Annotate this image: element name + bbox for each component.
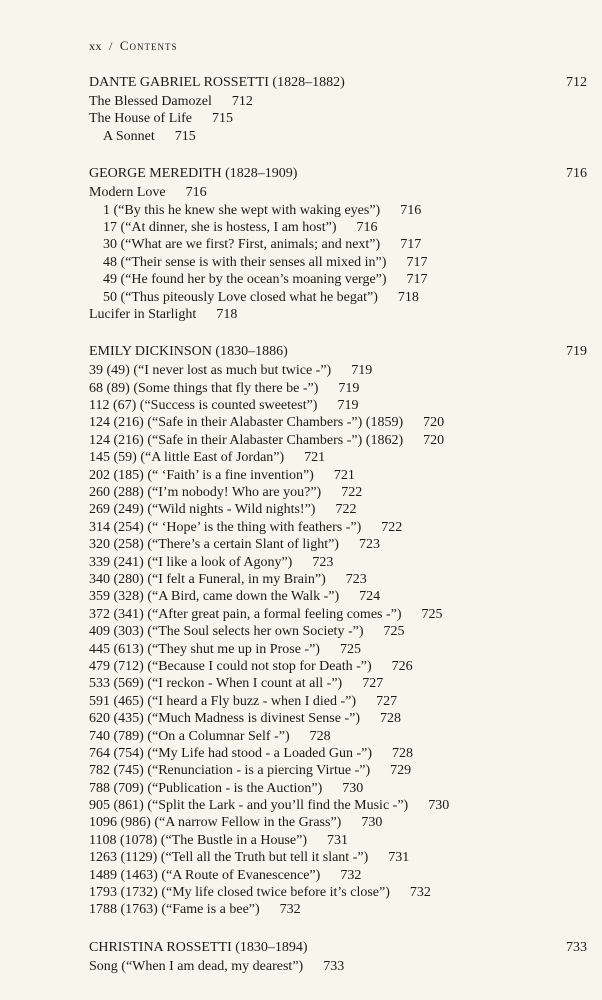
toc-entry: [89, 501, 587, 518]
entry-page-number: 722: [381, 519, 403, 535]
toc-section: [89, 164, 587, 323]
entry-title: 112 (67) (“Success is counted sweetest”): [89, 398, 318, 414]
author-name: EMILY DICKINSON (1830–1886): [89, 344, 288, 360]
toc-entry: [89, 219, 587, 236]
toc-entry: [89, 901, 587, 918]
toc-entry: [89, 380, 587, 397]
author-heading: [89, 342, 587, 362]
entry-title: 49 (“He found her by the ocean’s moaning verge”): [103, 272, 387, 288]
toc-entry: [89, 184, 587, 201]
toc-entry: [89, 641, 587, 658]
entry-page-number: 728: [392, 745, 414, 761]
toc-entry: [89, 397, 587, 414]
entry-page-number: 725: [383, 624, 405, 640]
entry-title: 48 (“Their sense is with their senses all mixed in”): [103, 254, 387, 270]
entry-page-number: 719: [351, 363, 373, 379]
entry-page-number: 727: [362, 676, 384, 692]
entry-title: 372 (341) (“After great pain, a formal feeling comes -”): [89, 606, 402, 622]
toc-entry: [89, 93, 587, 110]
entry-title: 1263 (1129) (“Tell all the Truth but tell it slant -”): [89, 850, 369, 866]
toc-entry: [89, 797, 587, 814]
author-page-number: 716: [566, 166, 587, 182]
entry-page-number: 716: [185, 185, 207, 201]
entry-title: Lucifer in Starlight: [89, 306, 197, 322]
entry-page-number: 717: [406, 254, 428, 270]
entry-title: 479 (712) (“Because I could not stop for Death -”): [89, 658, 372, 674]
toc-entry: [89, 849, 587, 866]
entry-page-number: 723: [345, 571, 367, 587]
author-name: GEORGE MEREDITH (1828–1909): [89, 166, 298, 182]
toc-entry: [89, 519, 587, 536]
entry-page-number: 718: [397, 289, 419, 305]
entry-title: 788 (709) (“Publication - is the Auction”): [89, 780, 323, 796]
entry-page-number: 715: [174, 128, 196, 144]
entry-title: 359 (328) (“A Bird, came down the Walk -”): [89, 589, 340, 605]
entry-page-number: 733: [323, 958, 345, 974]
toc-section: [89, 73, 587, 145]
entry-title: 533 (569) (“I reckon - When I count at all -”): [89, 676, 343, 692]
toc-entry: [89, 571, 587, 588]
toc-entry: [89, 832, 587, 849]
author-name: CHRISTINA ROSSETTI (1830–1894): [89, 939, 308, 955]
entry-title: Song (“When I am dead, my dearest”): [89, 958, 304, 974]
entry-title: 764 (754) (“My Life had stood - a Loaded Gun -”): [89, 745, 373, 761]
entry-title: 30 (“What are we first? First, animals; and next”): [103, 237, 381, 253]
entry-title: The Blessed Damozel: [89, 94, 212, 109]
author-page-number: 719: [566, 344, 587, 360]
author-heading: [89, 73, 587, 93]
entry-page-number: 716: [356, 219, 378, 235]
author-name: DANTE GABRIEL ROSSETTI (1828–1882): [89, 75, 345, 90]
author-heading: [89, 164, 587, 184]
toc-entry: [89, 762, 587, 779]
toc-entry: [89, 606, 587, 623]
entry-title: 1788 (1763) (“Fame is a bee”): [89, 902, 260, 918]
running-head-separator: /: [109, 39, 113, 53]
running-head-title: Contents: [119, 38, 178, 53]
entry-page-number: 721: [333, 467, 355, 483]
entry-title: 340 (280) (“I felt a Funeral, in my Brain”): [89, 571, 326, 587]
toc-section: [89, 938, 587, 975]
toc-entry: [89, 236, 587, 253]
entry-page-number: 722: [335, 502, 357, 518]
toc-entry: [89, 289, 587, 306]
entry-page-number: 731: [326, 832, 348, 848]
entry-title: 320 (258) (“There’s a certain Slant of light”): [89, 537, 339, 553]
entry-page-number: 721: [304, 450, 326, 466]
entry-title: Modern Love: [89, 185, 166, 201]
toc-entry: [89, 588, 587, 605]
toc-entry: [89, 449, 587, 466]
entry-title: 1793 (1732) (“My life closed twice before it’s close”): [89, 885, 390, 901]
entry-page-number: 730: [361, 815, 383, 831]
entry-title: 1108 (1078) (“The Bustle in a House”): [89, 832, 307, 848]
toc-entry: [89, 780, 587, 797]
entry-title: 782 (745) (“Renunciation - is a piercing Virtue -”): [89, 763, 371, 779]
entry-title: 124 (216) (“Safe in their Alabaster Chambers -”) (1862): [89, 432, 404, 448]
author-heading: [89, 938, 587, 958]
entry-page-number: 723: [358, 537, 380, 553]
entry-page-number: 728: [309, 728, 331, 744]
entry-title: A Sonnet: [103, 128, 155, 144]
entry-page-number: 719: [337, 398, 359, 414]
author-page-number: 712: [566, 75, 587, 90]
entry-title: 17 (“At dinner, she is hostess, I am host”): [103, 219, 337, 235]
entry-title: 68 (89) (Some things that fly there be -”): [89, 380, 319, 396]
toc-entry: [89, 202, 587, 219]
entry-title: 50 (“Thus piteously Love closed what he begat”): [103, 289, 378, 305]
toc-entry: [89, 536, 587, 553]
toc-entry: [89, 467, 587, 484]
entry-title: 260 (288) (“I’m nobody! Who are you?”): [89, 485, 322, 501]
toc-entry: [89, 110, 587, 127]
toc-entry: [89, 554, 587, 571]
entry-title: 314 (254) (“ ‘Hope’ is the thing with feathers -”): [89, 519, 362, 535]
toc-entry: [89, 814, 587, 831]
toc-entry: [89, 675, 587, 692]
toc-entry: [89, 884, 587, 901]
toc-entry: [89, 432, 587, 449]
toc-entry: [89, 414, 587, 431]
entry-page-number: 726: [391, 658, 413, 674]
author-page-number: 733: [566, 939, 587, 955]
entry-page-number: 729: [390, 763, 412, 779]
entry-page-number: 719: [338, 380, 360, 396]
entry-title: 269 (249) (“Wild nights - Wild nights!”): [89, 502, 316, 518]
entry-page-number: 732: [340, 867, 362, 883]
entry-title: 202 (185) (“ ‘Faith’ is a fine invention”): [89, 467, 314, 483]
toc-entry: [89, 128, 587, 145]
toc-entry: [89, 728, 587, 745]
entry-title: 409 (303) (“The Soul selects her own Society -”): [89, 624, 364, 640]
entry-page-number: 715: [212, 111, 234, 127]
entry-page-number: 720: [423, 432, 445, 448]
toc-entry: [89, 484, 587, 501]
entry-page-number: 716: [400, 202, 422, 218]
entry-page-number: 712: [231, 94, 253, 109]
entry-title: 620 (435) (“Much Madness is divinest Sense -”): [89, 711, 361, 727]
toc-entry: [89, 362, 587, 379]
entry-title: 445 (613) (“They shut me up in Prose -”): [89, 641, 320, 657]
entry-page-number: 728: [380, 711, 402, 727]
entry-page-number: 725: [421, 606, 443, 622]
entry-title: 905 (861) (“Split the Lark - and you’ll find the Music -”): [89, 798, 409, 814]
entry-page-number: 732: [409, 885, 431, 901]
entry-page-number: 723: [312, 554, 334, 570]
entry-page-number: 730: [342, 780, 364, 796]
entry-title: 145 (59) (“A little East of Jordan”): [89, 450, 285, 466]
entry-title: 591 (465) (“I heard a Fly buzz - when I died -”): [89, 693, 357, 709]
entry-title: The House of Life: [89, 111, 193, 127]
entry-title: 1489 (1463) (“A Route of Evanescence”): [89, 867, 321, 883]
entry-title: 339 (241) (“I like a look of Agony”): [89, 554, 293, 570]
toc-section: [89, 342, 587, 919]
toc-entry: [89, 271, 587, 288]
toc-entry: [89, 623, 587, 640]
folio: xx: [89, 39, 102, 53]
entry-page-number: 720: [423, 415, 445, 431]
toc-entry: [89, 710, 587, 727]
entry-page-number: 722: [341, 485, 363, 501]
toc-entry: [89, 867, 587, 884]
entry-page-number: 731: [388, 850, 410, 866]
toc-entry: [89, 693, 587, 710]
entry-page-number: 727: [376, 693, 398, 709]
entry-page-number: 717: [400, 237, 422, 253]
toc-entry: [89, 745, 587, 762]
toc-entry: [89, 658, 587, 675]
entry-page-number: 718: [216, 306, 238, 322]
entry-page-number: 730: [428, 798, 450, 814]
entry-page-number: 724: [359, 589, 381, 605]
running-head: [89, 38, 178, 54]
table-of-contents: [89, 73, 587, 994]
entry-title: 1096 (986) (“A narrow Fellow in the Grass”): [89, 815, 342, 831]
toc-entry: [89, 306, 587, 323]
entry-page-number: 717: [406, 272, 428, 288]
toc-entry: [89, 958, 587, 975]
toc-entry: [89, 254, 587, 271]
entry-title: 1 (“By this he knew she wept with waking eyes”): [103, 202, 381, 218]
entry-title: 740 (789) (“On a Columnar Self -”): [89, 728, 290, 744]
entry-page-number: 725: [339, 641, 361, 657]
entry-title: 39 (49) (“I never lost as much but twice -”): [89, 363, 332, 379]
entry-title: 124 (216) (“Safe in their Alabaster Chambers -”) (1859): [89, 415, 404, 431]
entry-page-number: 732: [279, 902, 301, 918]
